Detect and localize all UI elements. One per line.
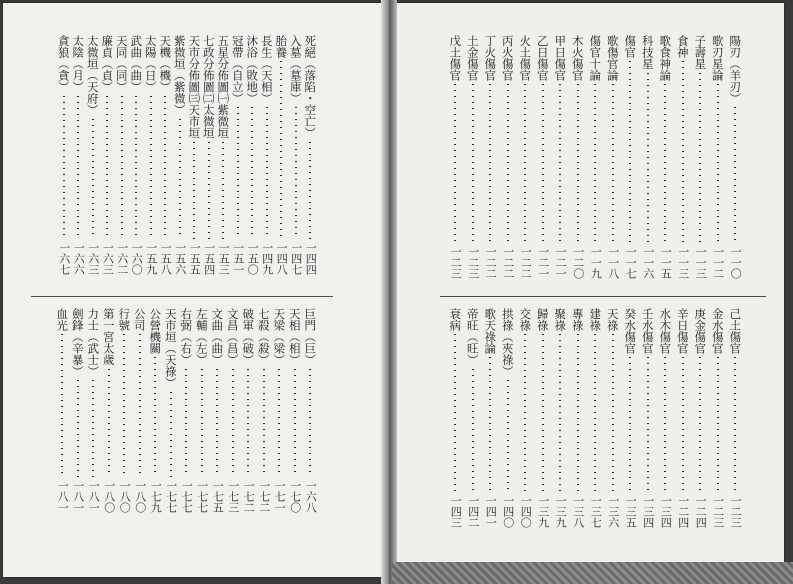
toc-entry-title: 天市分佈圖㈢天市垣 [187, 35, 202, 139]
dot-leader [237, 107, 239, 239]
toc-entry [216, 35, 230, 275]
toc-entry-title: 聚祿 [553, 308, 568, 331]
book-cover-edge [392, 562, 793, 584]
toc-entry-title: 壬水傷官 [640, 308, 655, 354]
toc-entry-page-number: 一六二 [115, 242, 129, 275]
toc-entry-title: 第一宮太歲 [101, 308, 116, 366]
toc-entry-title: 戊土傷官 [448, 35, 463, 81]
toc-entry-title: 天相（相） [287, 308, 302, 366]
toc-entry-page-number: 一七〇 [288, 480, 302, 513]
dot-leader [559, 334, 561, 492]
toc-entry-page-number: 一四一 [484, 495, 498, 528]
toc-entry [187, 35, 201, 275]
toc-entry-page-number: 一四三 [449, 495, 463, 528]
toc-entry [711, 308, 725, 528]
toc-entry [518, 35, 532, 279]
toc-entry [148, 308, 162, 513]
dot-leader [594, 84, 596, 243]
toc-entry-page-number: 一三六 [606, 495, 620, 528]
toc-entry-page-number: 一一三 [676, 246, 690, 279]
toc-entry-title: 貪狼（貪） [56, 35, 71, 93]
dot-leader [294, 369, 296, 478]
toc-entry [288, 308, 302, 513]
toc-entry [571, 308, 585, 528]
toc-entry-title: 傷官十論 [588, 35, 603, 81]
toc-entry-title: 天梁（梁） [272, 308, 287, 366]
toc-entry-title: 七殺（殺） [256, 308, 271, 366]
toc-entry-title: 子壽星 [693, 35, 708, 70]
toc-entry-page-number: 一一〇 [729, 246, 743, 279]
toc-entry [553, 308, 567, 528]
toc-entry-title: 死絕（落陷・空亡） [303, 35, 318, 139]
toc-entry-page-number: 一六三 [86, 242, 100, 275]
toc-entry-page-number: 一六三 [101, 242, 115, 275]
toc-entry [86, 35, 100, 275]
toc-entry [303, 308, 317, 513]
dot-leader [63, 96, 65, 240]
toc-entry-page-number: 一八一 [56, 480, 70, 513]
toc-entry-page-number: 一四四 [304, 242, 318, 275]
toc-entry-page-number: 一一五 [659, 246, 673, 279]
toc-entry [466, 35, 480, 279]
toc-entry [728, 35, 742, 279]
toc-entry [210, 308, 224, 513]
toc-entry-title: 公營機關 [148, 308, 163, 354]
toc-entry-page-number: 一三七 [589, 495, 603, 528]
toc-entry-page-number: 一四八 [275, 242, 289, 275]
toc-entry-page-number: 一五三 [217, 242, 231, 275]
toc-entry-page-number: 一八一 [71, 480, 85, 513]
dot-leader [170, 392, 172, 478]
toc-entry-title: 歌刃星論 [710, 35, 725, 81]
toc-entry [518, 308, 532, 528]
dot-leader [309, 142, 311, 240]
toc-entry-title: 帝旺（旺） [465, 308, 480, 366]
toc-entry-title: 歌傷官論 [605, 35, 620, 81]
toc-entry-page-number: 一三五 [624, 495, 638, 528]
toc-entry-title: 武曲（曲） [129, 35, 144, 93]
toc-entry-title: 庚金傷官 [693, 308, 708, 354]
dot-leader [734, 357, 736, 492]
dot-leader [77, 96, 79, 240]
toc-entry-title: 行號 [117, 308, 132, 331]
toc-entry [289, 35, 303, 275]
toc-entry [501, 35, 515, 279]
toc-entry [676, 308, 690, 528]
toc-entry-page-number: 一六八 [304, 480, 318, 513]
toc-entry [164, 308, 178, 513]
toc-entry-page-number: 一五〇 [246, 242, 260, 275]
dot-leader [106, 96, 108, 240]
toc-entry [272, 308, 286, 513]
toc-entry-title: 水木傷官 [658, 308, 673, 354]
toc-entry-title: 己土傷官 [728, 308, 743, 354]
dot-leader [251, 107, 253, 239]
dot-leader [154, 357, 156, 477]
toc-entry [588, 35, 602, 279]
toc-entry [133, 308, 147, 513]
toc-entry-page-number: 一四九 [260, 242, 274, 275]
dot-leader [612, 334, 614, 492]
dot-leader [278, 369, 280, 478]
toc-entry-page-number: 一一六 [641, 246, 655, 279]
toc-entry-title: 天機（機） [158, 35, 173, 93]
toc-entry-page-number: 一六六 [72, 242, 86, 275]
toc-entry-page-number: 一一八 [606, 246, 620, 279]
toc-entry-page-number: 一三四 [641, 495, 655, 528]
toc-entry [676, 35, 690, 279]
toc-entry-page-number: 一八〇 [133, 480, 147, 513]
toc-entry-title: 胎養 [274, 35, 289, 58]
toc-entry-title: 木火傷官 [570, 35, 585, 81]
toc-entry-title: 巨門（巨） [303, 308, 318, 366]
toc-entry-title: 拱祿（夾祿） [500, 308, 515, 377]
toc-entry-title: 火土傷官 [518, 35, 533, 81]
book-gutter [381, 0, 397, 584]
dot-leader [454, 84, 456, 243]
toc-entry [501, 308, 515, 528]
dot-leader [699, 357, 701, 492]
toc-entry-page-number: 一二四 [676, 495, 690, 528]
toc-entry-title: 太陽（日） [143, 35, 158, 93]
dot-leader [135, 96, 137, 240]
dot-leader [629, 61, 631, 243]
toc-entry [202, 35, 216, 275]
toc-entry-page-number: 一三八 [571, 495, 585, 528]
dot-leader [629, 357, 631, 492]
toc-entry-page-number: 一二二 [519, 246, 533, 279]
toc-entry-title: 歌天祿論 [483, 308, 498, 354]
toc-entry-page-number: 一六七 [57, 242, 71, 275]
left-page [3, 3, 386, 577]
toc-entry [693, 35, 707, 279]
toc-entry [571, 35, 585, 279]
toc-entry-page-number: 一三四 [659, 495, 673, 528]
toc-entry-title: 長生（天相） [259, 35, 274, 104]
dot-leader [542, 334, 544, 492]
toc-entry-title: 歸祿 [535, 308, 550, 331]
toc-entry-page-number: 一七五 [211, 480, 225, 513]
toc-entry [448, 308, 462, 528]
dot-leader [179, 119, 181, 240]
toc-entry-page-number: 一二三 [449, 246, 463, 279]
dot-leader [507, 84, 509, 243]
toc-entry-page-number: 一二二 [484, 246, 498, 279]
toc-entry [100, 35, 114, 275]
toc-entry-page-number: 一八一 [87, 480, 101, 513]
right-page [392, 3, 784, 577]
toc-entry-page-number: 一七九 [149, 480, 163, 513]
toc-entry-page-number: 一四〇 [519, 495, 533, 528]
toc-entry-title: 廉貞（貞） [100, 35, 115, 93]
toc-entry [728, 308, 742, 528]
toc-entry-page-number: 一二一 [536, 246, 550, 279]
toc-entry [623, 35, 637, 279]
toc-entry-title: 癸水傷官 [623, 308, 638, 354]
toc-entry-title: 力士（武士） [86, 308, 101, 377]
toc-entry [57, 35, 71, 275]
dot-leader [577, 84, 579, 243]
dot-leader [577, 334, 579, 492]
dot-leader [717, 357, 719, 492]
dot-leader [524, 334, 526, 492]
toc-entry-title: 五星分佈圖㈠紫微垣 [216, 35, 231, 139]
toc-entry [658, 35, 672, 279]
dot-leader [222, 142, 224, 240]
dot-leader [559, 84, 561, 243]
toc-entry [536, 35, 550, 279]
toc-entry-title: 右弼（右） [179, 308, 194, 366]
toc-entry-page-number: 一一二 [711, 246, 725, 279]
toc-entry [260, 35, 274, 275]
toc-entry [623, 308, 637, 528]
section-divider [31, 296, 333, 297]
toc-entry [606, 308, 620, 528]
toc-entry [129, 35, 143, 275]
toc-entry [658, 308, 672, 528]
toc-entry [231, 35, 245, 275]
dot-leader [150, 96, 152, 240]
toc-entry [711, 35, 725, 279]
dot-leader [61, 334, 63, 477]
toc-entry [693, 308, 707, 528]
toc-entry-page-number: 一七七 [164, 480, 178, 513]
toc-entry-title: 交祿 [518, 308, 533, 331]
dot-leader [682, 357, 684, 492]
toc-entry-title: 冠帶（自立） [230, 35, 245, 104]
toc-entry-page-number: 一七一 [273, 480, 287, 513]
dot-leader [647, 357, 649, 492]
toc-entry-title: 辛日傷官 [675, 308, 690, 354]
toc-entry-title: 沐浴（敗地） [245, 35, 260, 104]
toc-entry-page-number: 一八〇 [102, 480, 116, 513]
toc-entry-page-number: 一五一 [231, 242, 245, 275]
toc-entry [606, 35, 620, 279]
toc-entry-page-number: 一七七 [195, 480, 209, 513]
toc-entry-title: 衰病 [448, 308, 463, 331]
toc-entry-page-number: 一五四 [202, 242, 216, 275]
toc-entry-page-number: 一七二 [257, 480, 271, 513]
toc-entry [303, 35, 317, 275]
toc-entry-page-number: 一六〇 [130, 242, 144, 275]
toc-entry-title: 文昌（昌） [225, 308, 240, 366]
dot-leader [121, 96, 123, 240]
toc-entry-page-number: 一二一 [554, 246, 568, 279]
toc-entry-page-number: 一三九 [554, 495, 568, 528]
toc-entry-page-number: 一三九 [536, 495, 550, 528]
dot-leader [164, 96, 166, 240]
toc-entry-page-number: 一七二 [242, 480, 256, 513]
dot-leader [232, 369, 234, 478]
toc-entry-title: 紫微垣（紫微） [172, 35, 187, 116]
dot-leader [472, 369, 474, 493]
dot-leader [92, 380, 94, 477]
dot-leader [247, 369, 249, 478]
dot-leader [664, 84, 666, 243]
toc-entry [55, 308, 69, 513]
toc-entry-title: 建祿 [588, 308, 603, 331]
toc-entry-page-number: 一五九 [144, 242, 158, 275]
toc-entry [179, 308, 193, 513]
dot-leader [612, 84, 614, 243]
toc-entry-title: 丁火傷官 [483, 35, 498, 81]
dot-leader [208, 142, 210, 240]
toc-entry-title: 土金傷官 [465, 35, 480, 81]
toc-entry-page-number: 一五五 [188, 242, 202, 275]
dot-leader [594, 334, 596, 492]
toc-entry-page-number: 一一九 [589, 246, 603, 279]
dot-leader [472, 84, 474, 243]
toc-entry [115, 35, 129, 275]
toc-entry [71, 308, 85, 513]
toc-entry [245, 35, 259, 275]
toc-entry [641, 35, 655, 279]
dot-leader [185, 369, 187, 478]
toc-entry [448, 35, 462, 279]
toc-entry [641, 308, 655, 528]
toc-entry-page-number: 一二三 [466, 246, 480, 279]
dot-leader [77, 380, 79, 477]
dot-leader [454, 334, 456, 492]
toc-entry-page-number: 一四七 [289, 242, 303, 275]
toc-entry-title: 血光 [55, 308, 70, 331]
dot-leader [647, 73, 649, 244]
toc-entry [158, 35, 172, 275]
toc-entry-title: 陽刃（羊刃） [728, 35, 743, 104]
toc-entry-title: 入墓（墓庫） [288, 35, 303, 104]
dot-leader [108, 369, 110, 478]
toc-entry [195, 308, 209, 513]
dot-leader [524, 84, 526, 243]
toc-entry [117, 308, 131, 513]
toc-entry-page-number: 一二三 [711, 495, 725, 528]
toc-entry-page-number: 一一三 [694, 246, 708, 279]
toc-entry [483, 308, 497, 528]
toc-entry-title: 公司 [132, 308, 147, 331]
toc-entry-title: 劍鋒（辛暴） [70, 308, 85, 377]
toc-entry-title: 太陰（月） [71, 35, 86, 93]
toc-entry-title: 專祿 [570, 308, 585, 331]
dot-leader [664, 357, 666, 492]
dot-leader [139, 334, 141, 477]
toc-entry-page-number: 一四〇 [501, 495, 515, 528]
toc-entry-title: 傷官 [623, 35, 638, 58]
toc-entry-title: 左輔（左） [194, 308, 209, 366]
dot-leader [542, 84, 544, 243]
dot-leader [123, 334, 125, 477]
toc-entry-page-number: 一四二 [466, 495, 480, 528]
section-divider [440, 296, 766, 297]
dot-leader [309, 369, 311, 478]
toc-entry [483, 35, 497, 279]
dot-leader [201, 369, 203, 478]
toc-entry-title: 乙日傷官 [535, 35, 550, 81]
toc-entry [466, 308, 480, 528]
toc-entry-title: 太微垣（天府） [85, 35, 100, 116]
toc-entry [241, 308, 255, 513]
toc-entry-page-number: 一二〇 [571, 246, 585, 279]
dot-leader [295, 107, 297, 239]
toc-entry-title: 食神 [675, 35, 690, 58]
dot-leader [92, 119, 94, 240]
toc-entry-page-number: 一五六 [173, 242, 187, 275]
toc-entry-title: 甲日傷官 [553, 35, 568, 81]
dot-leader [193, 142, 195, 240]
toc-entry-page-number: 一二四 [694, 495, 708, 528]
toc-entry-title: 丙火傷官 [500, 35, 515, 81]
toc-entry-title: 破軍（破） [241, 308, 256, 366]
toc-entry [102, 308, 116, 513]
toc-entry-page-number: 一二三 [729, 495, 743, 528]
toc-entry [553, 35, 567, 279]
toc-entry [274, 35, 288, 275]
toc-entry-title: 歌食神論 [658, 35, 673, 81]
toc-entry-title: 金水傷官 [710, 308, 725, 354]
toc-entry-title: 文曲（曲） [210, 308, 225, 366]
dot-leader [489, 357, 491, 492]
toc-entry-title: 天市垣（天祿） [163, 308, 178, 389]
toc-entry [226, 308, 240, 513]
dot-leader [263, 369, 265, 478]
dot-leader [266, 107, 268, 239]
toc-entry-page-number: 一二二 [501, 246, 515, 279]
toc-entry [588, 308, 602, 528]
toc-entry [257, 308, 271, 513]
dot-leader [682, 61, 684, 243]
toc-entry [173, 35, 187, 275]
toc-entry-title: 七政分佈圖㈡太微垣 [201, 35, 216, 139]
dot-leader [216, 369, 218, 478]
dot-leader [717, 84, 719, 243]
toc-entry-page-number: 一七七 [180, 480, 194, 513]
dot-leader [734, 107, 736, 243]
dot-leader [489, 84, 491, 243]
dot-leader [699, 73, 701, 244]
toc-entry [71, 35, 85, 275]
toc-entry [86, 308, 100, 513]
toc-entry-page-number: 一一七 [624, 246, 638, 279]
toc-entry [144, 35, 158, 275]
toc-entry-page-number: 一七三 [226, 480, 240, 513]
toc-entry-title: 科技星 [640, 35, 655, 70]
dot-leader [507, 380, 509, 492]
toc-entry-title: 天同（同） [114, 35, 129, 93]
toc-entry [536, 308, 550, 528]
toc-entry-page-number: 一五八 [159, 242, 173, 275]
toc-entry-page-number: 一八〇 [118, 480, 132, 513]
toc-entry-title: 天祿 [605, 308, 620, 331]
dot-leader [280, 61, 282, 239]
